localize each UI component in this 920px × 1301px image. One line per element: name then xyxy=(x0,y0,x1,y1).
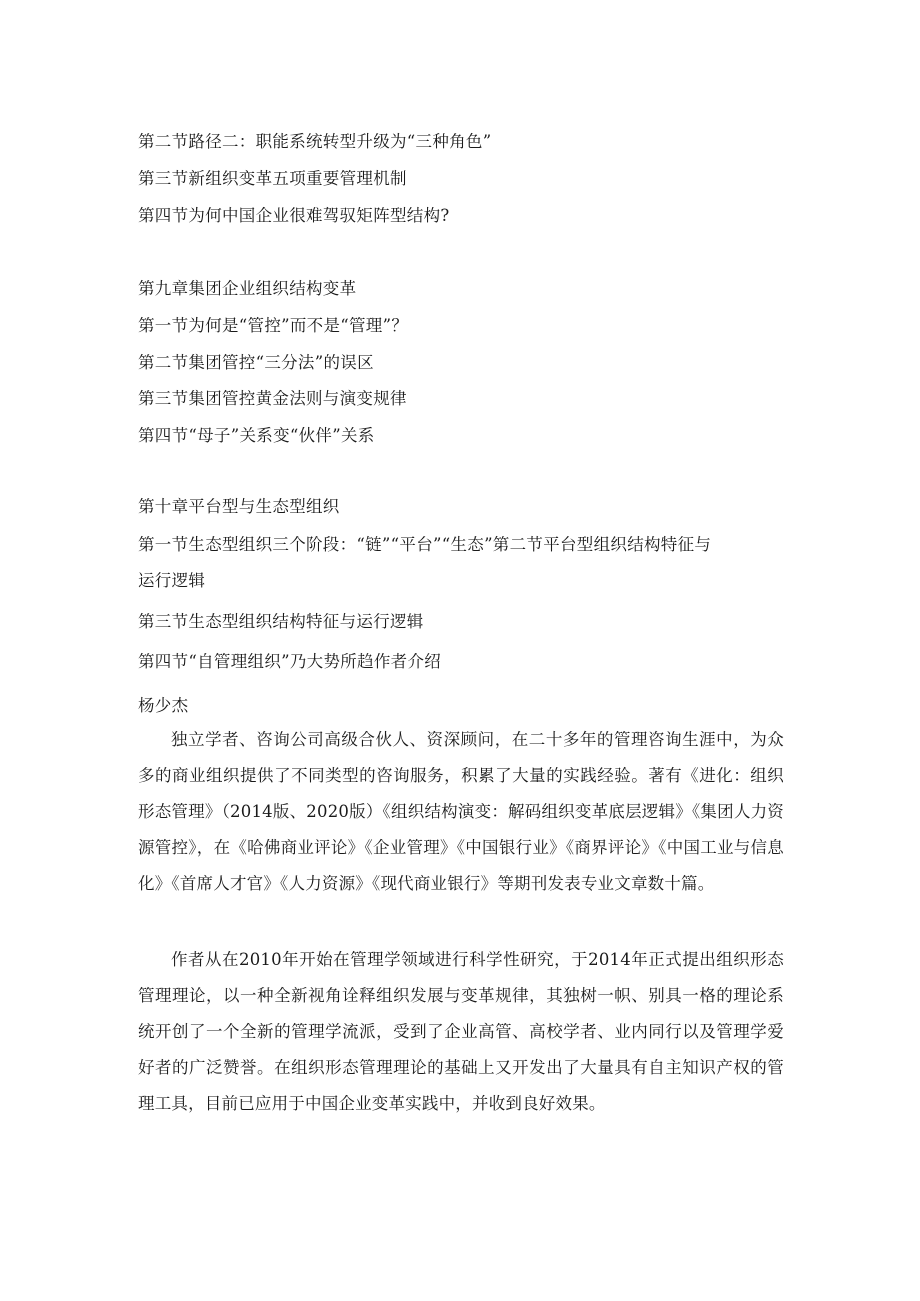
chapter-10-title: 第十章平台型与生态型组织 xyxy=(138,497,340,516)
toc-section-line: 第四节“自管理组织”乃大势所趋作者介绍 xyxy=(138,652,442,671)
toc-section-line: 第三节生态型组织结构特征与运行逻辑 xyxy=(138,612,424,631)
chapter-9-title: 第九章集团企业组织结构变革 xyxy=(138,279,357,298)
author-name: 杨少杰 xyxy=(138,696,189,715)
author-bio-paragraph: 独立学者、咨询公司高级合伙人、资深顾问，在二十多年的管理咨询生涯中，为众多的商业组织提供了不同类型的咨询服务，积累了大量的实践经验。著有《进化：组织形态管理》（2014版、2020版）《组织结构演变：解码组织变革底层逻辑》《集团人力资源管控》，在《哈佛商业评论》《企业管理》《中国银行业》《商界评论》《中国工业与信息化》《首席人才官》《人力资源》《现代商业银行》等期刊发表专业文章数十篇。 xyxy=(138,730,784,893)
toc-section-line: 第四节为何中国企业很难驾驭矩阵型结构? xyxy=(138,206,450,225)
toc-section-line: 第二节集团管控“三分法”的误区 xyxy=(138,353,374,372)
toc-section-line: 第二节路径二：职能系统转型升级为“三种角色” xyxy=(138,132,492,151)
toc-section-line: 第四节“母子”关系变“伙伴”关系 xyxy=(138,426,375,445)
toc-section-line: 第三节集团管控黄金法则与演变规律 xyxy=(138,389,407,408)
toc-section-line: 运行逻辑 xyxy=(138,571,206,590)
toc-section-line: 第一节生态型组织三个阶段：“链”“平台”“生态”第二节平台型组织结构特征与 xyxy=(138,535,712,554)
toc-section-line: 第一节为何是“管控”而不是“管理”？ xyxy=(138,316,409,335)
toc-section-line: 第三节新组织变革五项重要管理机制 xyxy=(138,169,407,188)
author-bio-paragraph: 作者从在2010年开始在管理学领域进行科学性研究，于2014年正式提出组织形态管理理论，以一种全新视角诠释组织发展与变革规律，其独树一帜、别具一格的理论系统开创了一个全新的管理学流派，受到了企业高管、高校学者、业内同行以及管理学爱好者的广泛赞誉。在组织形态管理理论的基础上又开发出了大量具有自主知识产权的管理工具，目前已应用于中国企业变革实践中，并收到良好效果。 xyxy=(138,950,784,1113)
